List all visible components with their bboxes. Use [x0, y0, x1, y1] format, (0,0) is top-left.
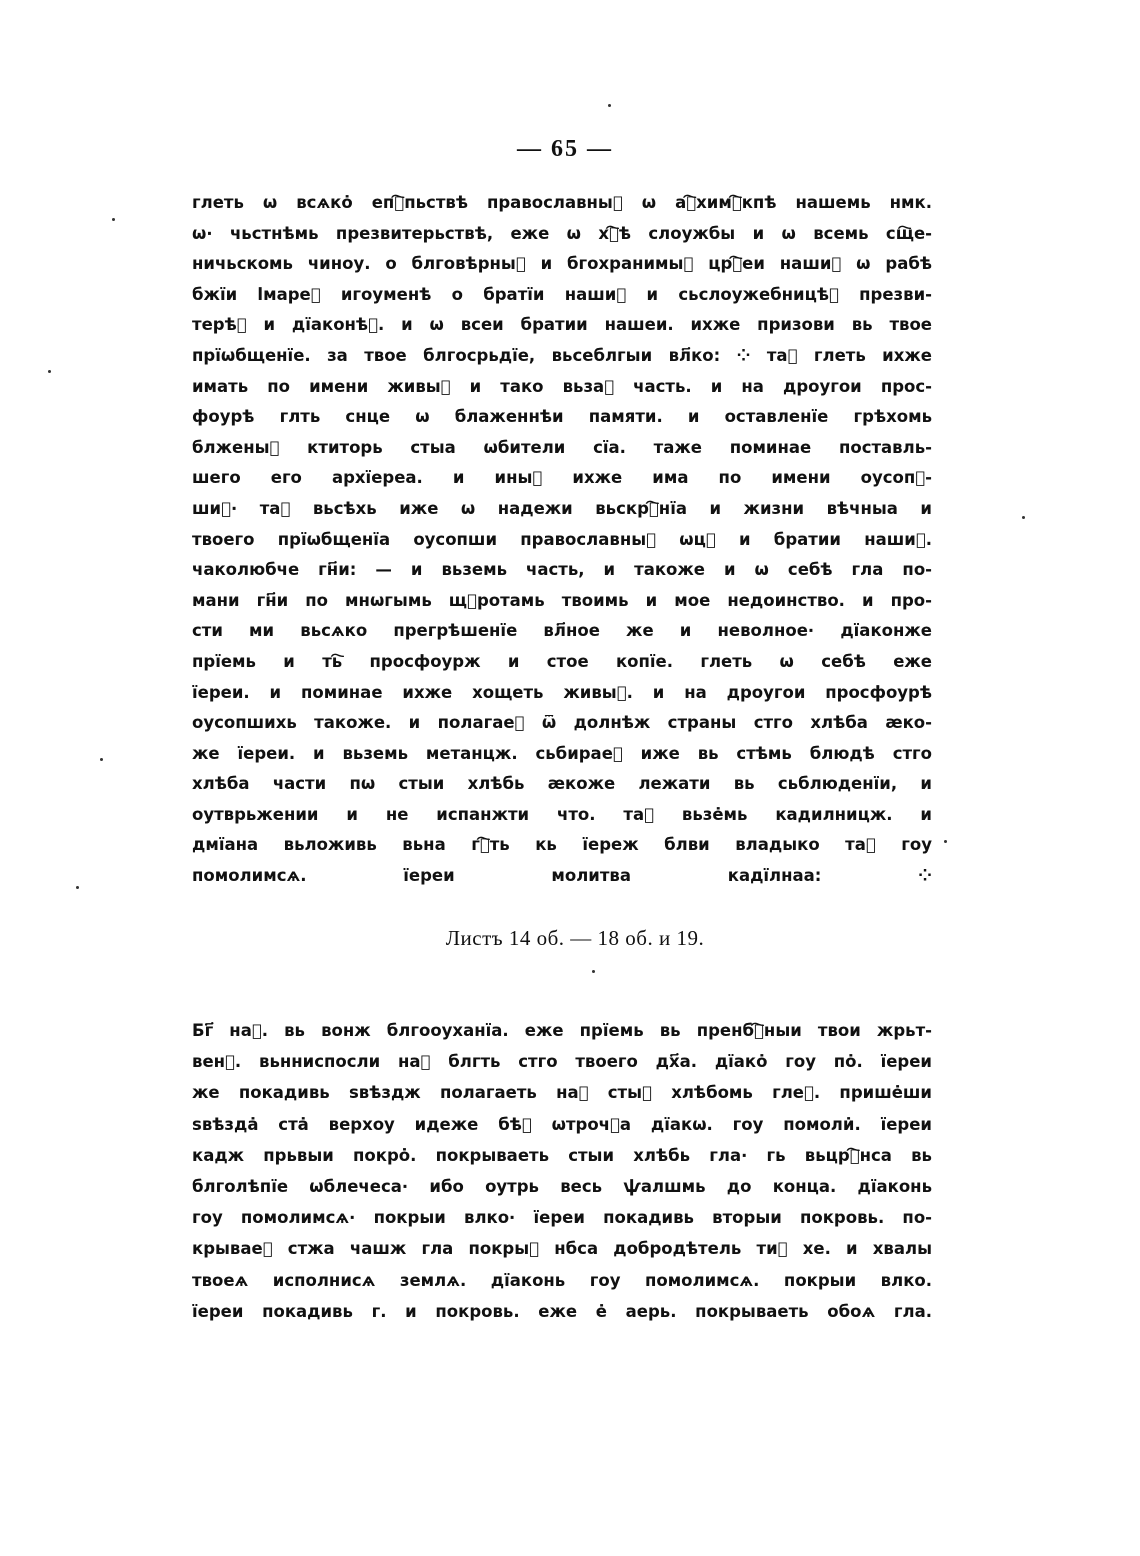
scan-speck [608, 104, 611, 107]
text-line: шиⷯ∙ таⷦ вьсѣхь иже ѡ надежи вьскрⷭ҇нїа и жизни вѣчныа и [192, 498, 932, 518]
scan-speck [48, 370, 51, 373]
page-number: — 65 — [517, 136, 613, 162]
scan-speck [112, 218, 115, 221]
text-line: шего его архїереа. и иныⷯ ихже има по имени оусопⷲ- [192, 468, 932, 488]
text-line: їереи покадивь г. и покровь. еже е̇ аерь. покрываеть обоѧ гла. [192, 1301, 932, 1321]
text-line: блголѣпїе ѡблечеса∙ ибо оутрь весь ѱалшмь до конца. дїаконь [192, 1176, 932, 1196]
scan-speck [592, 970, 595, 973]
text-line: блженыⷯ ктиторь стыа ѡбители сїа. таже поминае поставль- [192, 437, 932, 457]
text-line: ѕвѣзда̇ ста̇ верхоу идеже бѣⷯ ѡтрочꙋа дїакѡ. гоу помоли̇. їереи [192, 1114, 932, 1134]
text-line: помолимсѧ. їереи молитва кадїлнаа: ⁘ [192, 866, 932, 886]
text-line: же їереи. и вьземь метанцж. сьбираеⷮ иже вь стѣмь блюдѣ стго [192, 743, 932, 763]
text-line: оутврьжении и не испанжти что. таⷦ вьзе̇мь кадилницж. и [192, 804, 932, 824]
text-line: мани гн҃и по мнѡгымь щⷣротамь твоимь и мое недоинство. и про- [192, 590, 932, 610]
text-line: твоего прїѡбщенїа оусопши православныⷯ ѡцⷯ и братии нашиⷯ. [192, 529, 932, 549]
text-line: Бг҃ наⷲ. вь вонж блгооуханїа. еже прїемь вь пренбⷭ҇ныи твои жрьт- [192, 1021, 932, 1040]
text-line: терѣⷯ и дїаконѣⷯ. и ѡ всеи братии нашеи. ихже призови вь твое [192, 315, 932, 335]
scan-speck [100, 758, 103, 761]
text-line: венⷲ. вьнниспосли наⷨ блгть стго твоего дх҃а. дїако̇ гоу по̇. їереи [192, 1052, 932, 1072]
text-line: имать по имени живыⷯ и тако вьзаⷨ часть. и на дроугои прос- [192, 376, 932, 396]
text-line: гоу помолимсѧ∙ покрыи влко∙ їереи покадивь вторыи покровь. по- [192, 1208, 932, 1228]
text-line: прїѡбщенїе. за твое блгосрьдїе, вьсеблгыи вл҃ко: ⁘ таⷦ глеть ихже [192, 345, 932, 365]
text-line: їереи. и поминае ихже хощеть живыⷯ. и на дроугои просфоурѣ [192, 682, 932, 702]
text-line: бжїи ӏмареⷮ игоуменѣ о братїи нашиⷯ и сьслоужебницѣⷯ презви- [192, 284, 932, 304]
text-line: хлѣба части пѡ стыи хлѣбь ӕкоже лежати вь сьблюденїи, и [192, 774, 932, 794]
text-line: ѡ∙ чьстнѣмь презвитерьствѣ, еже ѡ хⷭ҇ѣ слоужбы и ѡ всемь сщ҇е- [192, 223, 932, 243]
text-line: крываеⷮ стжа чашж гла покрыⷯ нбса добродѣтель тиⷯ хе. и хвалы [192, 1239, 932, 1259]
scan-speck [1022, 516, 1025, 519]
text-line: дмїана вьложивь вьна гⷭ҇ть кь їереж блви владыко таⷦ гоу [192, 835, 932, 855]
scan-speck [944, 840, 947, 843]
text-line: же покадивь ѕвѣздж полагаеть наⷨ стыⷯ хлѣбомь глеⷮ. прише̇ши [192, 1083, 932, 1103]
section-heading: Листъ 14 об. — 18 об. и 19. [445, 926, 705, 950]
text-block-upper [192, 188, 932, 892]
text-line: фоурѣ глть снце ѡ блаженнѣи памяти. и оставленїе грѣхомь [192, 407, 932, 427]
scan-speck [76, 886, 79, 889]
text-line: глеть ѡ всѧко̇ епⷭ҇пьствѣ православныⷯ ѡ аⷩ҇химⷭ҇кпѣ нашемь нмк. [192, 193, 932, 212]
text-line: кадж прьвыи покро̇. покрываеть стыи хлѣбь гла∙ гь вьцрⷭ҇нса вь [192, 1145, 932, 1165]
text-line: прїемь и ть҇ просфоурж и стое копїе. глеть ѡ себѣ еже [192, 651, 932, 671]
text-line: твоеѧ исполнисѧ землѧ. дїаконь гоу помолимсѧ. покрыи влко. [192, 1270, 932, 1290]
text-line: сти ми вьсѧко прегрѣшенїе вл҃ное же и неволное∙ дїаконже [192, 621, 932, 641]
text-block-lower [192, 1015, 932, 1327]
text-line: чаколюбче гн҃и: — и вьземь часть, и такоже и ѡ себѣ гла по- [192, 560, 932, 580]
text-line: ничьскомь чиноу. о блговѣрныⷯ и бгохранимыⷯ црⷭ҇еи нашиⷯ ѡ рабѣ [192, 254, 932, 274]
text-line: оусопшихь такоже. и полагаеⷮ ѿ долнѣж страны стго хлѣба ӕко- [192, 713, 932, 733]
